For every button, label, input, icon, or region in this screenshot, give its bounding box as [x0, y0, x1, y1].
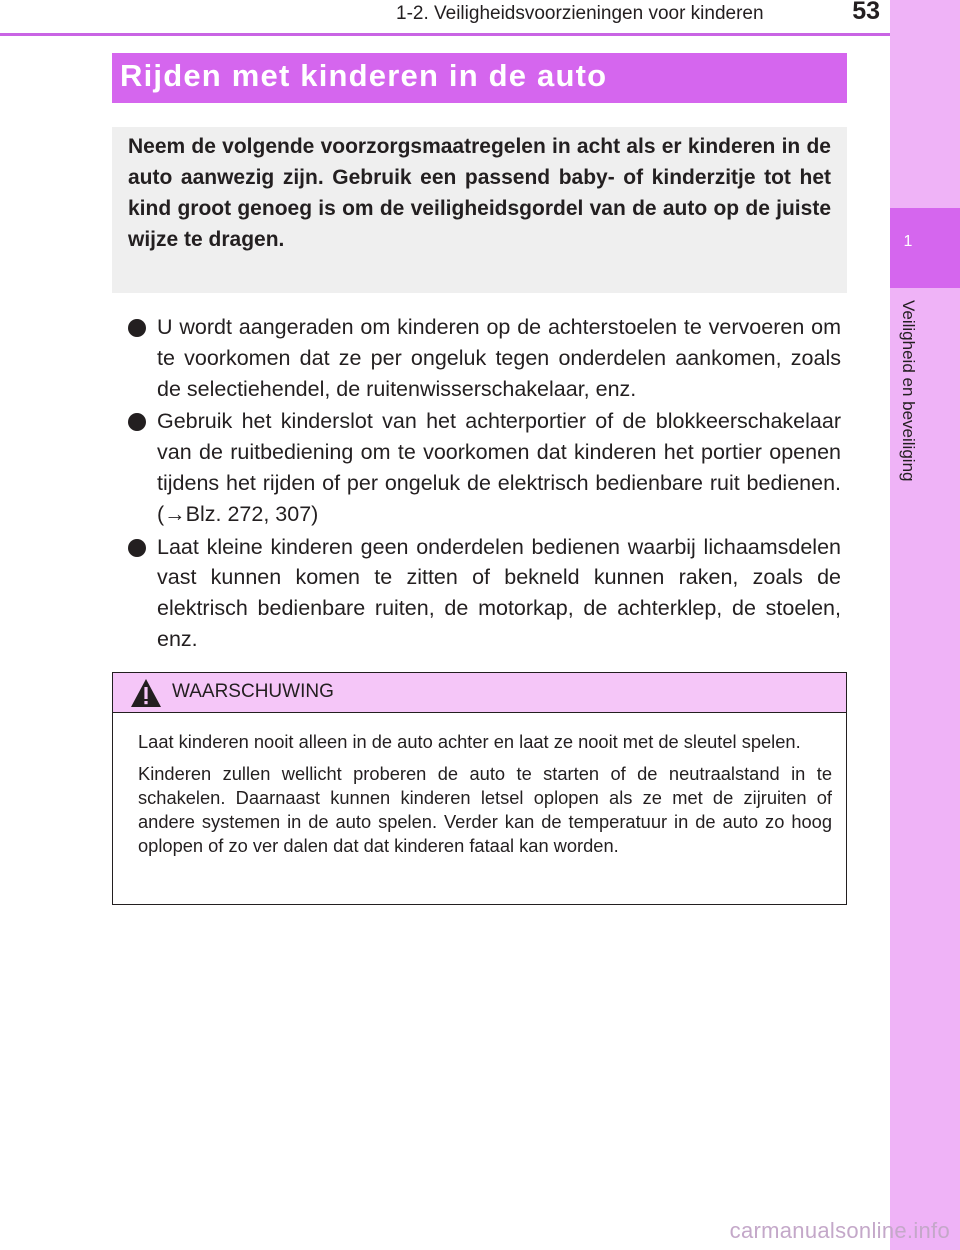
watermark-text: carmanualsonline.info	[729, 1218, 950, 1243]
bullet-dot-icon	[128, 539, 146, 557]
warning-triangle-icon	[129, 677, 163, 709]
side-chapter-label: Veiligheid en beveiliging	[899, 300, 918, 482]
bullet-text: Laat kleine kinderen geen onderdelen bedienen waarbij lichaamsdelen vast kunnen komen te zitten of bekneld kunnen raken, zoals de elektrisch bedienbare ruiten, de motorkap, de achterklep, de stoelen, enz.	[157, 534, 841, 651]
page-number: 53	[852, 0, 880, 25]
bullet-dot-icon	[128, 413, 146, 431]
warning-paragraph: Laat kinderen nooit alleen in de auto achter en laat ze nooit met de sleutel spelen.	[138, 731, 801, 752]
bullet-text: U wordt aangeraden om kinderen op de achterstoelen te vervoeren om te voorkomen dat ze per ongeluk tegen onderdelen aankomen, zoals de selectiehendel, de ruitenwisserschakelaar, enz.	[157, 315, 841, 401]
section-banner	[112, 53, 847, 103]
warning-title: WAARSCHUWING	[172, 681, 334, 702]
bullet-dot-icon	[128, 319, 146, 337]
bullet-list	[128, 312, 841, 657]
list-item	[128, 312, 841, 404]
warning-box	[112, 672, 847, 905]
intro-box	[112, 127, 847, 293]
chapter-header-title: 1-2. Veiligheidsvoorzieningen voor kinderen	[396, 3, 764, 24]
list-item	[128, 532, 841, 655]
section-title: Rijden met kinderen in de auto	[120, 58, 608, 93]
side-chapter-strip	[890, 0, 960, 1250]
warning-header	[113, 673, 846, 713]
bullet-text: Gebruik het kinderslot van het achterportier of de blokkeerschakelaar van de ruitbediening om te voorkomen dat kinderen het portier openen tijdens het rijden of per ongeluk de elektrisch bedienbare ruit bedienen. (→Blz. 272, 307)	[157, 409, 841, 526]
header-divider	[0, 33, 890, 36]
list-item	[128, 406, 841, 529]
warning-body	[138, 730, 832, 866]
intro-text: Neem de volgende voorzorgsmaatregelen in acht als er kinderen in de auto aanwezig zijn. Gebruik een passend baby- of kinderzitje tot het kind groot genoeg is om de veiligheidsgordel van de auto op de juiste wijze te dragen.	[128, 135, 831, 251]
side-chapter-number: 1	[903, 233, 913, 250]
warning-paragraph: Kinderen zullen wellicht proberen de auto te starten of de neutraalstand in te schakelen. Daarnaast kunnen kinderen letsel oplopen als ze met de zijruiten of andere systemen in de auto spelen. Verder kan de temperatuur in de auto zo hoog oplopen of zo ver dalen dat dat kinderen fataal kan worden.	[138, 763, 832, 856]
